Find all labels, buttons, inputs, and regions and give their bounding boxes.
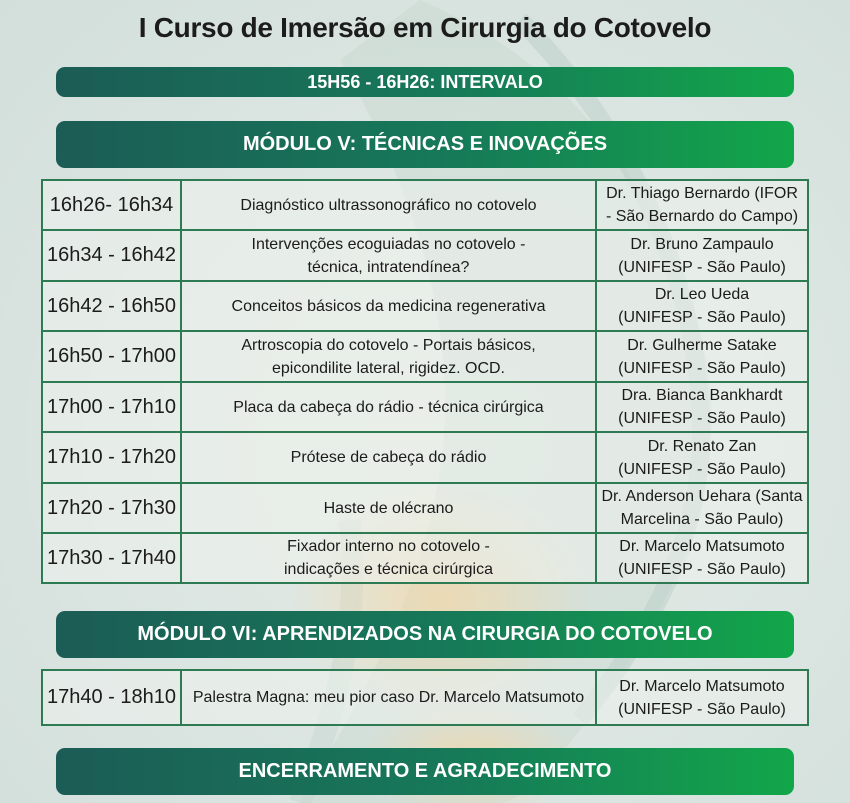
table-row xyxy=(42,670,808,725)
speaker-line: Dr. Thiago Bernardo (IFOR xyxy=(606,185,798,202)
speaker-line: Dr. Marcelo Matsumoto xyxy=(619,677,785,695)
session-time: 17h40 - 18h10 xyxy=(42,670,181,725)
speaker-line: Dr. Gulherme Satake xyxy=(627,336,777,354)
page-title: I Curso de Imersão em Cirurgia do Cotovelo xyxy=(138,12,712,43)
topic-line: epicondilite lateral, rigidez. OCD. xyxy=(272,359,505,377)
closing-banner: ENCERRAMENTO E AGRADECIMENTO xyxy=(56,748,794,795)
speaker-line: - São Bernardo do Campo) xyxy=(605,208,799,225)
module-6-schedule-table xyxy=(41,669,809,726)
session-speaker xyxy=(596,281,808,331)
session-speaker xyxy=(596,180,808,230)
speaker-line: (UNIFESP - São Paulo) xyxy=(618,410,786,427)
session-time: 16h34 - 16h42 xyxy=(42,230,181,281)
module-5-schedule-table xyxy=(41,179,809,584)
session-topic xyxy=(181,281,596,331)
session-topic xyxy=(181,533,596,583)
session-topic xyxy=(181,483,596,533)
speaker-line: Dr. Renato Zan xyxy=(647,437,757,455)
session-time: 16h42 - 16h50 xyxy=(42,281,181,331)
topic-line: Placa da cabeça do rádio - técnica cirúrgica xyxy=(233,398,544,416)
topic-line: técnica, intratendínea? xyxy=(307,258,470,276)
speaker-line: (UNIFESP - São Paulo) xyxy=(618,359,786,377)
module-5-heading: MÓDULO V: TÉCNICAS E INOVAÇÕES xyxy=(56,121,794,168)
session-speaker xyxy=(596,382,808,432)
topic-line: Intervenções ecoguiadas no cotovelo - xyxy=(251,235,526,253)
table-row xyxy=(42,180,808,230)
session-topic xyxy=(181,432,596,483)
session-time: 17h10 - 17h20 xyxy=(42,432,181,483)
topic-line: Artroscopia do cotovelo - Portais básicos, xyxy=(241,336,536,354)
speaker-line: Dr. Marcelo Matsumoto xyxy=(619,538,785,555)
speaker-line: Dra. Bianca Bankhardt xyxy=(621,387,783,404)
session-time: 17h30 - 17h40 xyxy=(42,533,181,583)
speaker-line: (UNIFESP - São Paulo) xyxy=(618,309,786,326)
session-speaker xyxy=(596,670,808,725)
table-row xyxy=(42,382,808,432)
session-topic xyxy=(181,180,596,230)
session-topic xyxy=(181,230,596,281)
session-time: 17h20 - 17h30 xyxy=(42,483,181,533)
speaker-line: Marcelina - São Paulo) xyxy=(620,511,784,528)
table-row xyxy=(42,533,808,583)
speaker-line: (UNIFESP - São Paulo) xyxy=(618,460,786,478)
table-row xyxy=(42,483,808,533)
table-row xyxy=(42,331,808,382)
table-row xyxy=(42,432,808,483)
speaker-line: Dr. Leo Ueda xyxy=(654,286,750,303)
speaker-line: Dr. Anderson Uehara (Santa xyxy=(601,488,803,505)
speaker-line: (UNIFESP - São Paulo) xyxy=(618,258,786,276)
speaker-line: (UNIFESP - São Paulo) xyxy=(618,700,786,718)
session-speaker xyxy=(596,230,808,281)
session-topic xyxy=(181,331,596,382)
topic-line: Diagnóstico ultrassonográfico no cotovelo xyxy=(240,196,537,214)
topic-line: Prótese de cabeça do rádio xyxy=(290,449,487,466)
session-topic xyxy=(181,382,596,432)
table-row xyxy=(42,281,808,331)
session-time: 16h50 - 17h00 xyxy=(42,331,181,382)
interval-banner: 15H56 - 16H26: INTERVALO xyxy=(56,67,794,97)
session-speaker xyxy=(596,483,808,533)
topic-line: Fixador interno no cotovelo - xyxy=(287,538,490,555)
topic-line: Haste de olécrano xyxy=(323,499,454,517)
speaker-line: Dr. Bruno Zampaulo xyxy=(630,235,774,253)
table-row xyxy=(42,230,808,281)
session-speaker xyxy=(596,331,808,382)
topic-line: indicações e técnica cirúrgica xyxy=(284,561,493,578)
session-topic xyxy=(181,670,596,725)
module-6-heading: MÓDULO VI: APRENDIZADOS NA CIRURGIA DO COTOVELO xyxy=(56,611,794,658)
speaker-line: (UNIFESP - São Paulo) xyxy=(618,561,786,578)
topic-line: Conceitos básicos da medicina regenerativa xyxy=(231,297,546,315)
topic-line: Palestra Magna: meu pior caso Dr. Marcelo Matsumoto xyxy=(192,689,585,706)
session-time: 17h00 - 17h10 xyxy=(42,382,181,432)
session-speaker xyxy=(596,432,808,483)
session-time: 16h26- 16h34 xyxy=(42,180,181,230)
session-speaker xyxy=(596,533,808,583)
